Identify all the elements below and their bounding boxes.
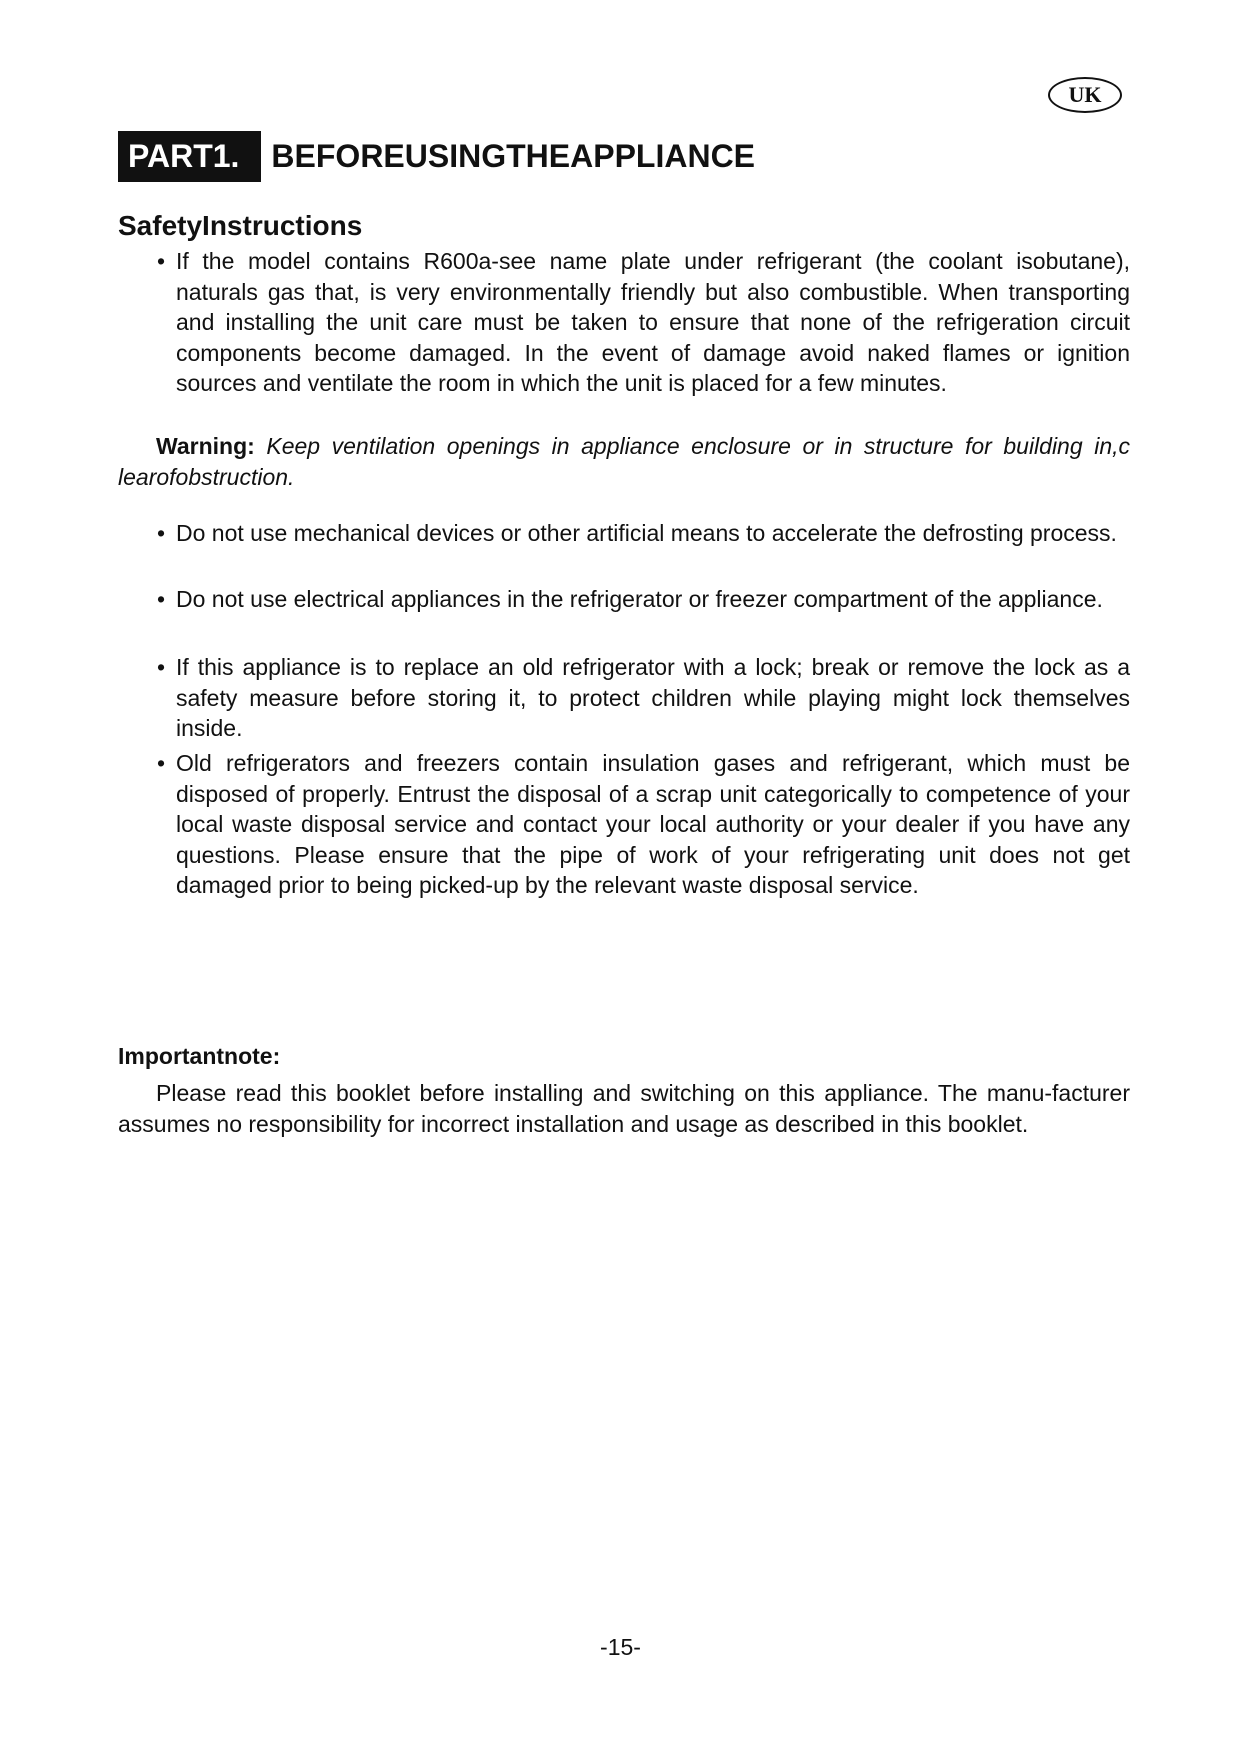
part-title: BEFOREUSINGTHEAPPLIANCE [271,138,756,174]
part-label: PART1. [118,131,261,182]
bullet-dot: • [157,654,166,680]
important-note-paragraph [118,1078,1130,1139]
bullet-dot: • [157,750,166,776]
page-number: -15- [600,1634,641,1660]
bullet-item [157,652,1130,744]
bullet-item [157,518,1130,549]
bullet-text: Old refrigerators and freezers contain insulation gases and refrigerant, which must be disposed of properly. Entrust the disposal of a scrap unit categorically to competence of your local waste disposal service and contact your local authority or your dealer if you have any questions. Please ensure that the pipe of work of your refrigerating unit does not get damaged prior to being picked-up by the relevant waste disposal service. [176,750,1130,898]
important-note-text: Please read this booklet before installing and switching on this appliance. The manu-facturer assumes no responsibility for incorrect installation and usage as described in this booklet. [118,1080,1130,1137]
bullet-item [157,584,1130,615]
bullet-item [157,748,1130,901]
bullet-dot: • [157,586,166,612]
bullet-text: If this appliance is to replace an old refrigerator with a lock; break or remove the lock as a safety measure before storing it, to protect children while playing might lock themselves inside. [176,654,1130,741]
warning-paragraph [118,431,1130,492]
warning-label: Warning: [156,433,255,459]
bullet-item [157,246,1130,399]
bullet-text: If the model contains R600a-see name plate under refrigerant (the coolant isobutane), naturals gas that, is very environmentally friendly but also combustible. When transporting and installing the unit care must be taken to ensure that none of the refrigeration circuit components become damaged. In the event of damage avoid naked flames or ignition sources and ventilate the room in which the unit is placed for a few minutes. [176,248,1130,396]
bullet-text: Do not use electrical appliances in the refrigerator or freezer compartment of the appliance. [176,586,1103,612]
language-badge: UK [1048,77,1122,113]
warning-text: Keep ventilation openings in appliance enclosure or in structure for building in,c learofobstruction. [118,433,1130,490]
bullet-dot: • [157,248,166,274]
bullet-dot: • [157,520,166,546]
part-heading [118,131,755,182]
section-title: SafetyInstructions [118,210,363,241]
important-note-title: Importantnote: [118,1043,281,1069]
bullet-text: Do not use mechanical devices or other artificial means to accelerate the defrosting process. [176,520,1117,546]
